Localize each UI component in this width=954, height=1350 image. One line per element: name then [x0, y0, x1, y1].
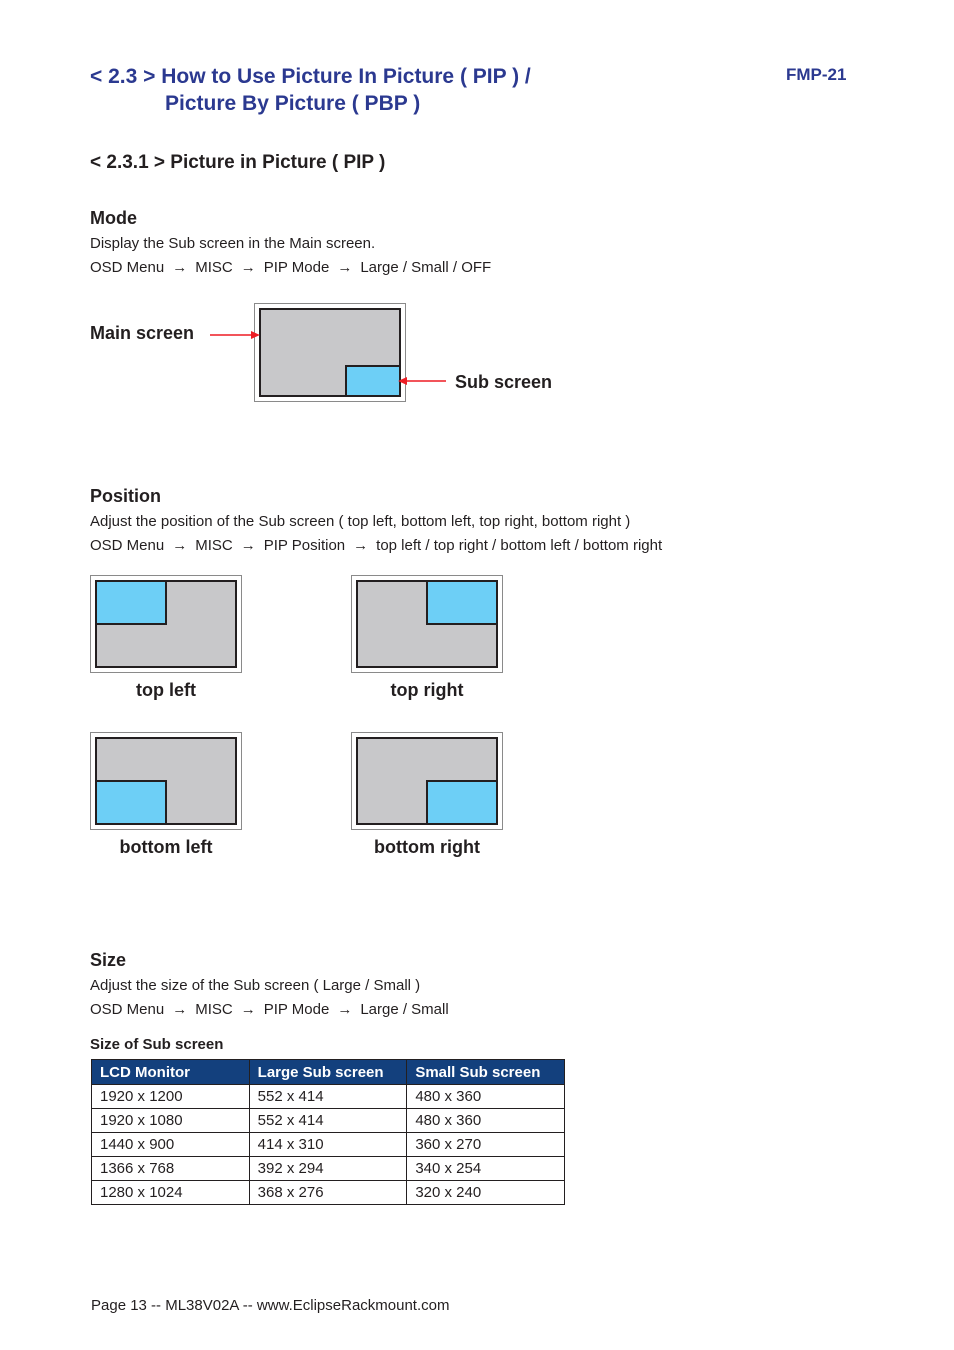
table-cell: 360 x 270 [407, 1133, 565, 1157]
arrow-right-icon: → [337, 1001, 353, 1018]
arrow-right-icon: → [353, 537, 369, 554]
osd-step: OSD Menu [90, 537, 165, 554]
arrow-right-icon: → [172, 537, 188, 554]
table-row [92, 1157, 565, 1181]
osd-step: PIP Mode [263, 1001, 330, 1018]
sub-screen [95, 780, 167, 825]
table-cell: 1280 x 1024 [92, 1181, 250, 1205]
mode-monitor-diagram [254, 303, 406, 402]
table-cell: 1366 x 768 [92, 1157, 250, 1181]
page-title-line1: < 2.3 > How to Use Picture In Picture ( PIP ) / [90, 65, 531, 88]
table-cell: 340 x 254 [407, 1157, 565, 1181]
sub-screen [426, 780, 498, 825]
main-screen-label: Main screen [90, 323, 195, 343]
size-table [91, 1059, 565, 1205]
osd-step: MISC [195, 537, 233, 554]
table-cell: 1920 x 1080 [92, 1109, 250, 1133]
osd-step: PIP Mode [263, 259, 330, 276]
main-screen [356, 580, 498, 668]
size-table-title: Size of Sub screen [90, 1036, 224, 1053]
mode-osd-path [90, 259, 491, 276]
arrow-right-icon: → [240, 259, 256, 276]
diagram-bottom-left [90, 732, 242, 830]
mode-heading: Mode [90, 208, 137, 228]
table-row [92, 1133, 565, 1157]
caption-bottom-left: bottom left [119, 837, 213, 857]
sub-screen [426, 580, 498, 625]
table-cell: 552 x 414 [249, 1109, 407, 1133]
arrow-right-icon: → [172, 1001, 188, 1018]
column-header: Large Sub screen [249, 1060, 407, 1085]
column-header: Small Sub screen [407, 1060, 565, 1085]
main-screen [95, 737, 237, 825]
size-osd-path [90, 1001, 449, 1018]
arrow-right-icon: → [240, 537, 256, 554]
osd-step: OSD Menu [90, 1001, 165, 1018]
caption-top-right: top right [390, 680, 464, 700]
main-screen-pointer-icon [208, 326, 262, 344]
main-screen [95, 580, 237, 668]
table-cell: 480 x 360 [407, 1109, 565, 1133]
page-footer: Page 13 -- ML38V02A -- www.EclipseRackmount.com [91, 1297, 450, 1314]
model-code: FMP-21 [786, 65, 847, 84]
section-heading-pip: < 2.3.1 > Picture in Picture ( PIP ) [90, 152, 386, 173]
sub-screen-label: Sub screen [455, 372, 553, 392]
sub-screen [345, 365, 401, 397]
osd-step: OSD Menu [90, 259, 165, 276]
osd-step: PIP Position [263, 537, 346, 554]
osd-options: Large / Small / OFF [360, 259, 492, 276]
table-cell: 552 x 414 [249, 1085, 407, 1109]
table-cell: 1440 x 900 [92, 1133, 250, 1157]
diagram-top-left [90, 575, 242, 673]
table-cell: 320 x 240 [407, 1181, 565, 1205]
page-title-line2: Picture By Picture ( PBP ) [165, 92, 421, 115]
table-row [92, 1181, 565, 1205]
osd-step: MISC [195, 259, 233, 276]
caption-top-left: top left [136, 680, 196, 700]
position-heading: Position [90, 486, 161, 506]
table-cell: 368 x 276 [249, 1181, 407, 1205]
column-header: LCD Monitor [92, 1060, 250, 1085]
osd-options: Large / Small [360, 1001, 449, 1018]
arrow-right-icon: → [240, 1001, 256, 1018]
arrow-right-icon: → [172, 259, 188, 276]
diagram-top-right [351, 575, 503, 673]
size-description: Adjust the size of the Sub screen ( Large / Small ) [90, 977, 421, 994]
mode-description: Display the Sub screen in the Main screen. [90, 235, 376, 252]
diagram-bottom-right [351, 732, 503, 830]
table-cell: 392 x 294 [249, 1157, 407, 1181]
table-row [92, 1109, 565, 1133]
table-cell: 480 x 360 [407, 1085, 565, 1109]
table-header-row [92, 1060, 565, 1085]
osd-options: top left / top right / bottom left / bottom right [376, 537, 663, 554]
position-osd-path [90, 537, 662, 554]
table-cell: 414 x 310 [249, 1133, 407, 1157]
main-screen [259, 308, 401, 397]
main-screen [356, 737, 498, 825]
arrow-right-icon: → [337, 259, 353, 276]
table-row [92, 1085, 565, 1109]
table-cell: 1920 x 1200 [92, 1085, 250, 1109]
caption-bottom-right: bottom right [374, 837, 480, 857]
osd-step: MISC [195, 1001, 233, 1018]
position-description: Adjust the position of the Sub screen ( top left, bottom left, top right, bottom right ) [90, 513, 631, 530]
size-heading: Size [90, 950, 127, 970]
sub-screen [95, 580, 167, 625]
sub-screen-pointer-icon [396, 372, 448, 390]
